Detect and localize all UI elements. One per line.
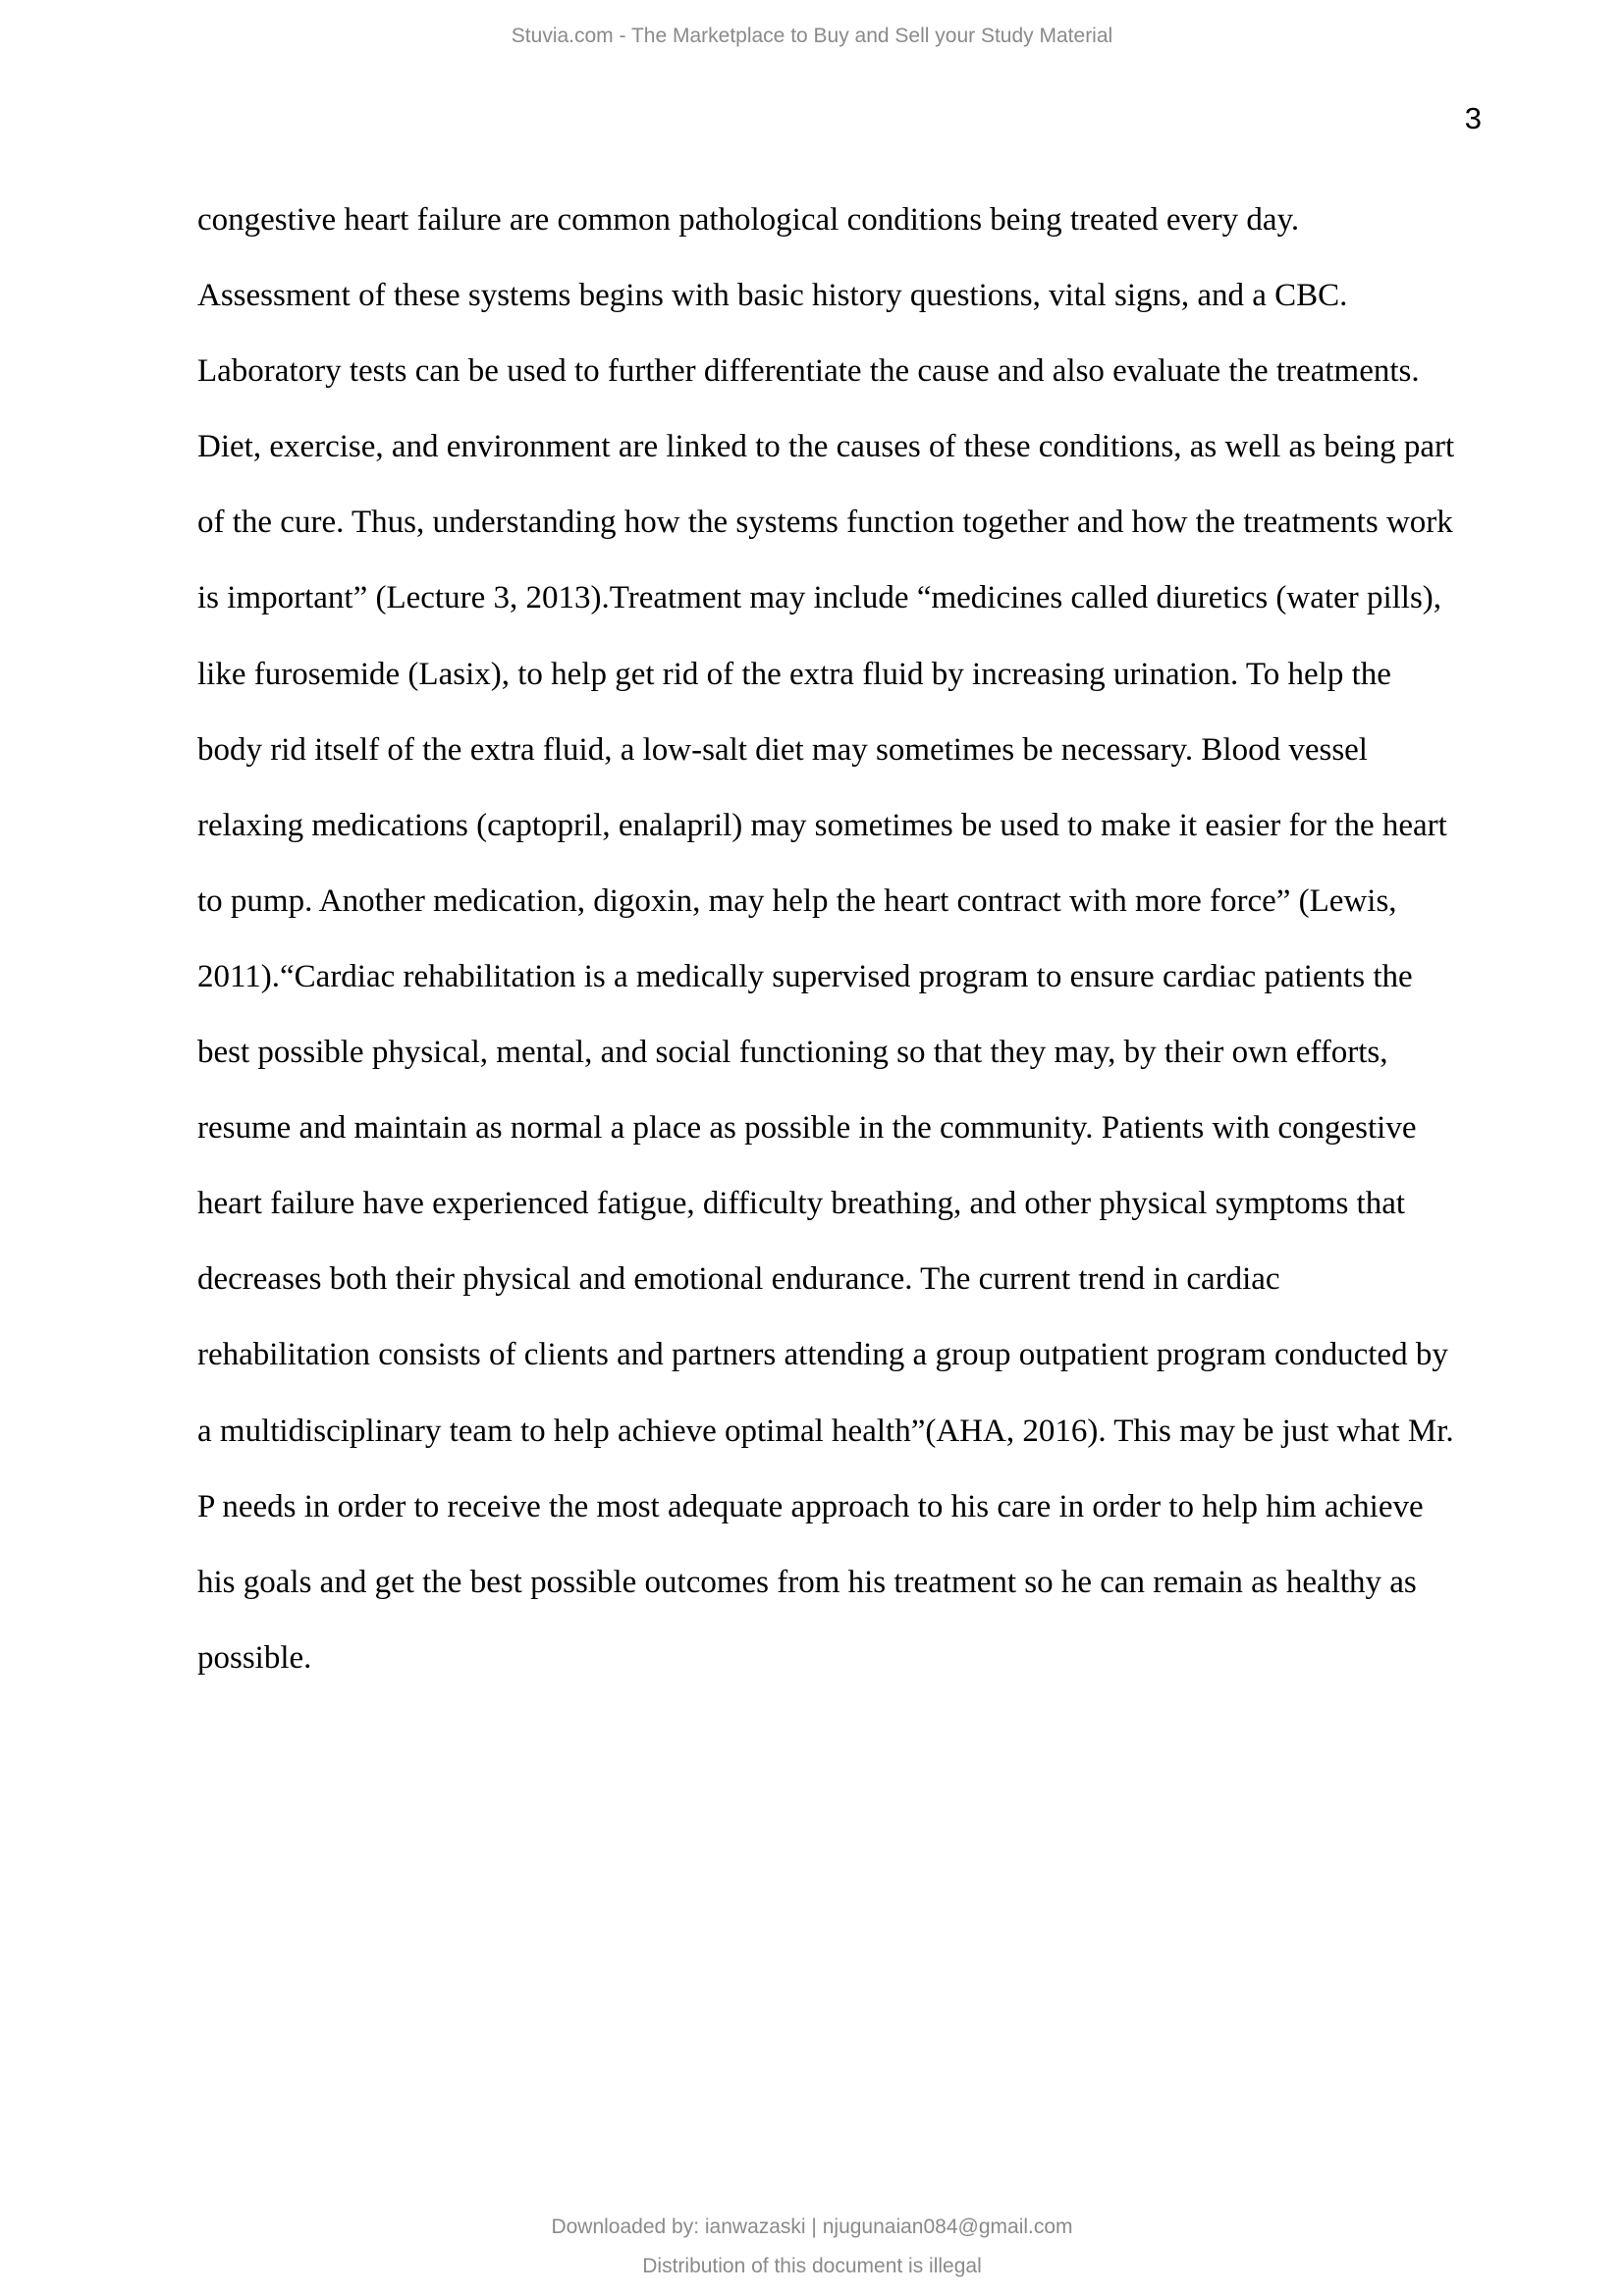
text-line: 2011).“Cardiac rehabilitation is a medically supervised program to ensure cardiac patients the xyxy=(197,958,1413,994)
text-line: rehabilitation consists of clients and partners attending a group outpatient program conducted by xyxy=(197,1337,1448,1373)
text-line: a multidisciplinary team to help achieve optimal health”(AHA, 2016). This may be just what Mr. xyxy=(197,1413,1454,1449)
footer-distribution-notice: Distribution of this document is illegal xyxy=(642,2255,982,2277)
watermark-header: Stuvia.com - The Marketplace to Buy and Sell your Study Material xyxy=(511,25,1113,47)
page-number: 3 xyxy=(1464,101,1482,135)
text-line: Diet, exercise, and environment are linked to the causes of these conditions, as well as being part xyxy=(197,429,1455,465)
text-line: resume and maintain as normal a place as possible in the community. Patients with congestive xyxy=(197,1110,1417,1147)
text-line: relaxing medications (captopril, enalapril) may sometimes be used to make it easier for the heart xyxy=(197,807,1447,843)
text-line: Assessment of these systems begins with basic history questions, vital signs, and a CBC. xyxy=(197,278,1348,314)
text-line: congestive heart failure are common pathological conditions being treated every day. xyxy=(197,202,1300,238)
text-line: of the cure. Thus, understanding how the systems function together and how the treatments work xyxy=(197,505,1453,541)
text-line: to pump. Another medication, digoxin, may help the heart contract with more force” (Lewis, xyxy=(197,882,1397,919)
text-line: Laboratory tests can be used to further differentiate the cause and also evaluate the treatments. xyxy=(197,353,1420,390)
text-line: heart failure have experienced fatigue, difficulty breathing, and other physical symptoms that xyxy=(197,1186,1406,1222)
text-line: his goals and get the best possible outcomes from his treatment so he can remain as healthy as xyxy=(197,1564,1417,1600)
footer-downloaded-by: Downloaded by: ianwazaski | njugunaian084@gmail.com xyxy=(551,2216,1073,2238)
text-line: decreases both their physical and emotional endurance. The current trend in cardiac xyxy=(197,1261,1280,1298)
text-line: is important” (Lecture 3, 2013).Treatment may include “medicines called diuretics (water pills), xyxy=(197,580,1442,616)
text-line: possible. xyxy=(197,1639,312,1676)
text-line: P needs in order to receive the most adequate approach to his care in order to help him achieve xyxy=(197,1488,1424,1524)
body-paragraph xyxy=(197,183,1493,1696)
text-line: like furosemide (Lasix), to help get rid of the extra fluid by increasing urination. To help the xyxy=(197,656,1391,692)
text-line: body rid itself of the extra fluid, a low-salt diet may sometimes be necessary. Blood vessel xyxy=(197,731,1368,768)
text-line: best possible physical, mental, and social functioning so that they may, by their own efforts, xyxy=(197,1035,1388,1071)
